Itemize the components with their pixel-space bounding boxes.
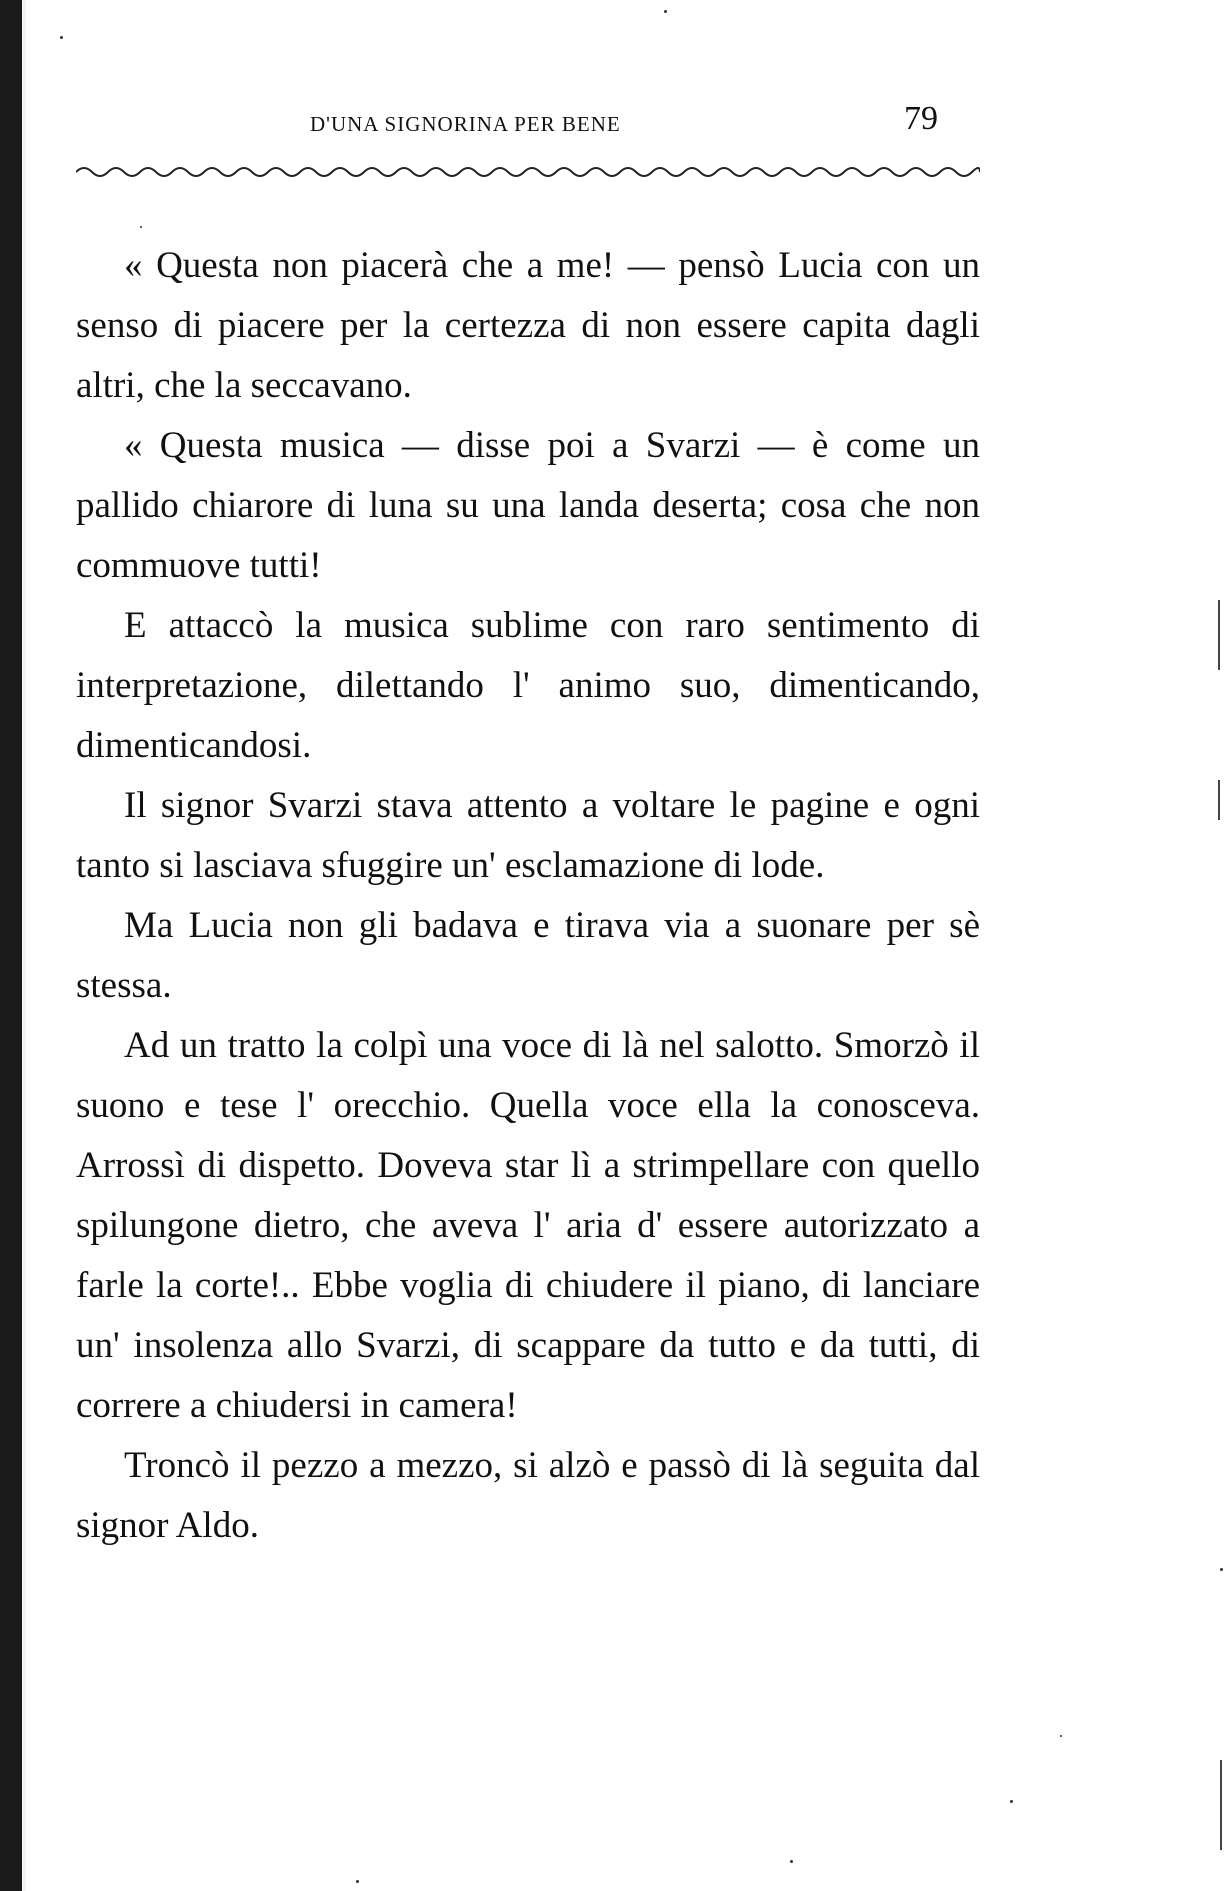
paragraph-5: Ma Lucia non gli badava e tirava via a suonare per sè stessa.: [76, 905, 980, 1006]
page-number: 79: [904, 100, 938, 137]
paragraph-3: E attaccò la musica sublime con raro sentimento di interpretazione, dilettando l' animo suo, dimenticando, dimenticandosi.: [76, 605, 980, 766]
scan-speck: [1220, 1568, 1223, 1571]
scan-speck: [790, 1860, 793, 1863]
scan-speck: [140, 226, 142, 228]
body-text: [76, 236, 980, 1556]
scan-edge-mark: [1220, 1760, 1222, 1850]
paragraph-4: Il signor Svarzi stava attento a voltare le pagine e ogni tanto si lasciava sfuggire un' esclamazione di lode.: [76, 785, 980, 886]
scan-speck: [1060, 1735, 1062, 1737]
paragraph-1: « Questa non piacerà che a me! — pensò Lucia con un senso di piacere per la certezza di non essere capita dagli altri, che la seccavano.: [76, 245, 980, 406]
scan-edge-mark: [1218, 600, 1220, 670]
scan-speck: [664, 10, 667, 13]
header-wavy-rule: [76, 160, 980, 180]
binding-gap: [22, 0, 26, 1891]
paragraph-7: Troncò il pezzo a mezzo, si alzò e passò di là seguita dal signor Aldo.: [76, 1445, 980, 1546]
running-title: D'UNA SIGNORINA PER BENE: [310, 112, 621, 136]
binding-edge: [0, 0, 22, 1891]
paragraph-2: « Questa musica — disse poi a Svarzi — è come un pallido chiarore di luna su una landa deserta; cosa che non commuove tutti!: [76, 425, 980, 586]
scan-speck: [60, 36, 63, 39]
paragraph-6: Ad un tratto la colpì una voce di là nel salotto. Smorzò il suono e tese l' orecchio. Quella voce ella la conosceva. Arrossì di dispetto. Doveva star lì a strimpellare con quello spilungone dietro, che aveva l' aria d' essere autorizzato a farle la corte!.. Ebbe voglia di chiudere il piano, di lanciare un' insolenza allo Svarzi, di scappare da tutto e da tutti, di correre a chiudersi in camera!: [76, 1025, 980, 1426]
scan-speck: [356, 1880, 359, 1883]
scan-edge-mark: [1218, 780, 1220, 820]
running-head: [0, 100, 1227, 140]
scan-speck: [1010, 1800, 1013, 1803]
